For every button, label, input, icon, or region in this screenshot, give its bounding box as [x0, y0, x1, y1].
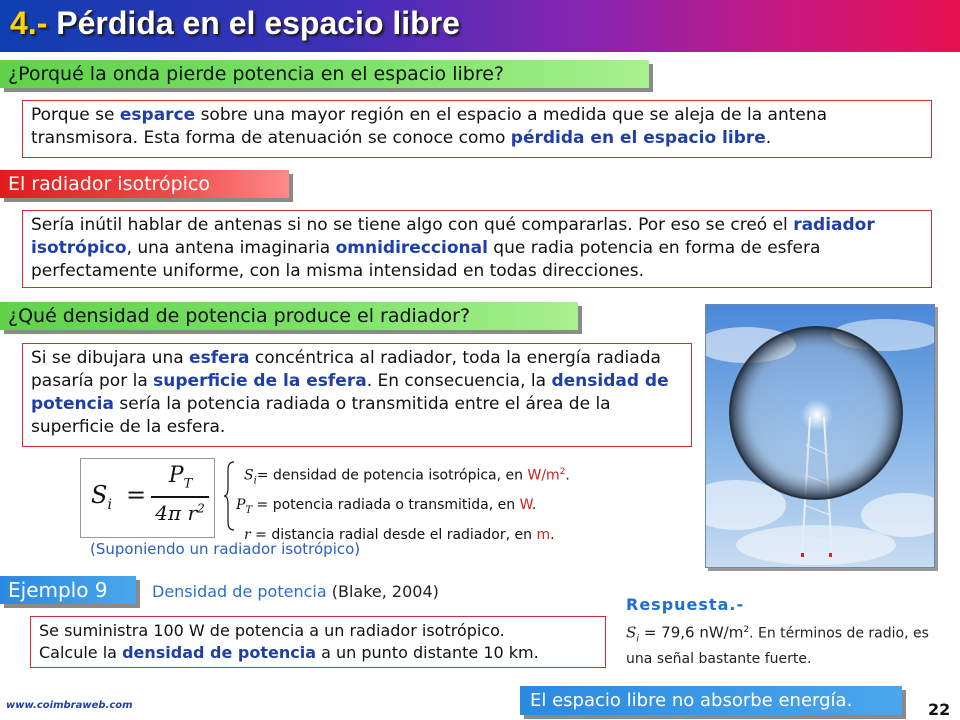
- example-line2: [39, 642, 597, 664]
- def-si-unit-sup: 2: [559, 467, 566, 477]
- page-title: [10, 5, 460, 42]
- fraction-bar: [151, 496, 209, 498]
- def-pt-unit: W: [519, 497, 532, 514]
- a2-h1: radiador isotrópico: [31, 215, 875, 258]
- def-pt-symbol: P: [236, 497, 246, 514]
- formula-lhs-symbol: S: [91, 481, 108, 509]
- formula-denominator: [149, 501, 211, 525]
- formula-num-sub: T: [183, 476, 193, 492]
- callout-text: El espacio libre no absorbe energía.: [530, 690, 853, 711]
- answer-box-1: [22, 100, 932, 158]
- a2-h2: omnidireccional: [335, 238, 488, 258]
- formula-lhs: [91, 481, 112, 513]
- answer-rest: . En términos de radio, es una señal bastante fuerte.: [626, 625, 929, 668]
- example-line2b: a un punto distante 10 km.: [316, 643, 539, 662]
- isotropic-sphere-photo: [705, 304, 935, 568]
- a2-p2: , una antena imaginaria: [126, 238, 336, 258]
- q3-text: ¿Qué densidad de potencia produce el radiador?: [8, 305, 471, 327]
- formula-lhs-sub: i: [107, 496, 112, 513]
- def-si-unit: W/m: [527, 467, 560, 484]
- definitions-list: [234, 460, 570, 547]
- q1-text: ¿Porqué la onda pierde potencia en el espacio libre?: [8, 63, 504, 85]
- a1-p2: sobre una mayor región en el espacio a medida que se aleja de la antena transmisora. Esta forma de atenuación se conoce como: [31, 105, 828, 148]
- def-r-end: .: [550, 527, 555, 544]
- a2-p3: que radia potencia en forma de esfera perfectamente uniforme, con la misma intensidad en todas direcciones.: [31, 238, 821, 281]
- callout-bar: [520, 686, 902, 715]
- def-si-sub: i: [253, 475, 257, 487]
- example-title-text: Densidad de potencia: [152, 582, 327, 601]
- def-si-symbol: S: [244, 467, 254, 484]
- title-text: Pérdida en el espacio libre: [56, 5, 460, 41]
- page-number: 22: [928, 700, 951, 719]
- answer-symbol: S: [626, 623, 637, 642]
- a3-p4: sería la potencia radiada o transmitida entre el área de la superficie de la esfera.: [31, 394, 611, 437]
- def-si-end: .: [565, 467, 570, 484]
- a2-p1: Sería inútil hablar de antenas si no se tiene algo con qué compararlas. Por eso se creó el: [31, 215, 794, 235]
- a1-p1: Porque se: [31, 105, 120, 125]
- title-number: 4.-: [10, 5, 48, 41]
- formula-numerator: [153, 463, 208, 491]
- a3-p2: concéntrica al radiador, toda la energía radiada pasaría por la: [31, 348, 661, 391]
- answer-title: Respuesta.-: [626, 595, 745, 614]
- a3-h2: superficie de la esfera: [153, 371, 367, 391]
- answer-box-3: [22, 343, 692, 447]
- a3-h3: densidad de potencia: [31, 371, 669, 414]
- example-line2-highlight: densidad de potencia: [122, 643, 317, 662]
- footer-url[interactable]: www.coimbraweb.com: [6, 700, 133, 711]
- a3-p3: . En consecuencia, la: [366, 371, 552, 391]
- definition-si: [234, 460, 570, 493]
- answer-value-sup: 2: [743, 625, 750, 635]
- definition-pt: [234, 493, 570, 523]
- formula-den-sup: 2: [197, 501, 205, 516]
- example-label: [0, 576, 136, 604]
- formula-den-text: 4π r: [155, 501, 198, 525]
- answer-body: [626, 620, 946, 670]
- a1-h2: pérdida en el espacio libre: [510, 128, 766, 148]
- example-reference: (Blake, 2004): [331, 582, 439, 601]
- def-pt-sub: T: [245, 505, 253, 517]
- answer-value: = 79,6 nW/m: [639, 623, 744, 642]
- q2-text: El radiador isotrópico: [8, 173, 210, 195]
- a1-p3: .: [765, 128, 772, 148]
- example-title: [152, 582, 439, 601]
- def-si-text: = densidad de potencia isotrópica, en: [256, 467, 528, 484]
- def-pt-end: .: [531, 497, 537, 514]
- def-r-text: = distancia radial desde el radiador, en: [250, 527, 537, 544]
- answer-box-2: [22, 210, 932, 288]
- example-line2a: Calcule la: [39, 643, 123, 662]
- example-label-text: Ejemplo 9: [8, 578, 108, 602]
- sphere-antenna-icon: [706, 305, 934, 567]
- example-line1: Se suministra 100 W de potencia a un radiador isotrópico.: [39, 621, 505, 640]
- section-heading-q1: [0, 60, 649, 88]
- def-r-symbol: r: [244, 527, 251, 544]
- section-heading-q2: [0, 170, 289, 198]
- a1-h1: esparce: [119, 105, 196, 125]
- formula-num-symbol: P: [168, 463, 184, 488]
- formula-box: [80, 458, 215, 538]
- assumption-note: (Suponiendo un radiador isotrópico): [90, 540, 361, 558]
- section-heading-q3: [0, 302, 578, 330]
- example-box: [30, 616, 606, 668]
- formula-eq: =: [126, 481, 147, 509]
- def-r-unit: m: [536, 527, 551, 544]
- a3-h1: esfera: [189, 348, 250, 368]
- def-pt-text: = potencia radiada o transmitida, en: [252, 497, 520, 514]
- a3-p1: Si se dibujara una: [31, 348, 190, 368]
- answer-sub: i: [636, 633, 640, 645]
- title-bar: [0, 0, 960, 52]
